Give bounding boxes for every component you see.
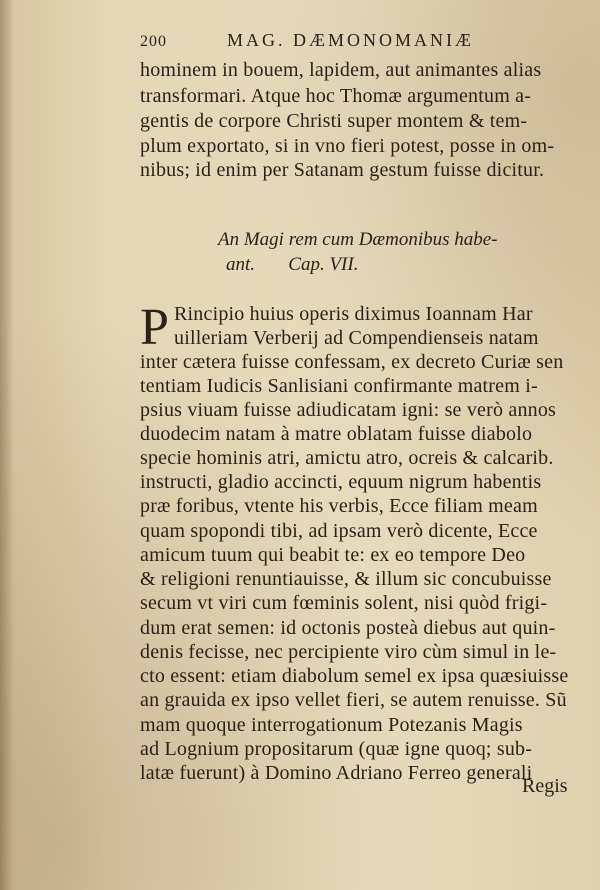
text-line: secum vt viri cum fœminis solent, nisi quòd frigi- xyxy=(140,592,548,614)
text-line: uilleriam Verberij ad Compendienseis natam xyxy=(174,327,539,349)
text-line: & religioni renuntiauisse, & illum sic concubuisse xyxy=(140,568,552,590)
text-line: hominem in bouem, lapidem, aut animantes alias xyxy=(140,59,542,81)
page-gutter-shadow xyxy=(0,0,14,890)
text-line: psius viuam fuisse adiudicatam igni: se verò annos xyxy=(140,399,557,421)
running-title: MAG. DÆMONOMANIÆ xyxy=(227,30,475,50)
text-line: quam spopondi tibi, ad ipsam verò dicente, Ecce xyxy=(140,520,538,542)
catchword: Regis xyxy=(522,775,568,797)
text-line: cto essent: etiam diabolum semel ex ipsa quæsiuisse xyxy=(140,665,569,687)
text-line: mam quoque interrogationum Potezanis Magis xyxy=(140,714,523,736)
text-line: gentis de corpore Christi super montem & tem- xyxy=(140,110,528,132)
text-line: dum erat semen: id octonis posteà diebus aut quin- xyxy=(140,617,556,639)
text-line: inter cætera fuisse confessam, ex decreto Curiæ sen xyxy=(140,351,564,373)
text-line: præ foribus, vtente his verbis, Ecce filiam meam xyxy=(140,495,538,517)
chapter-heading-line: ant. Cap. VII. xyxy=(226,254,359,275)
chapter-heading-line: An Magi rem cum Dæmonibus habe- xyxy=(218,229,498,250)
text-line: specie hominis atri, amictu atro, ocreis & calcarib. xyxy=(140,447,554,469)
text-line: latæ fuerunt) à Domino Adriano Ferreo generali xyxy=(140,762,533,784)
page-number: 200 xyxy=(140,33,167,50)
text-line: nibus; id enim per Satanam gestum fuisse dicitur. xyxy=(140,159,545,181)
text-line: tentiam Iudicis Sanlisiani confirmante matrem i- xyxy=(140,375,538,397)
text-line: an grauida ex ipso vellet fieri, se autem renuisse. Sũ xyxy=(140,689,567,711)
text-line: denis fecisse, nec percipiente viro cùm simul in le- xyxy=(140,641,557,663)
text-line: Rincipio huius operis diximus Ioannam Har xyxy=(174,303,533,325)
running-head xyxy=(140,30,560,56)
drop-capital: P xyxy=(140,299,169,356)
text-line: instructi, gladio accincti, equum nigrum habentis xyxy=(140,471,542,493)
text-line: transformari. Atque hoc Thomæ argumentum a- xyxy=(140,85,532,107)
text-line: ad Lognium propositarum (quæ igne quoq; sub- xyxy=(140,738,533,760)
text-line: duodecim natam à matre oblatam fuisse diabolo xyxy=(140,423,533,445)
text-line: plum exportato, si in vno fieri potest, posse in om- xyxy=(140,135,555,157)
text-line: amicum tuum qui beabit te: ex eo tempore Deo xyxy=(140,544,526,566)
